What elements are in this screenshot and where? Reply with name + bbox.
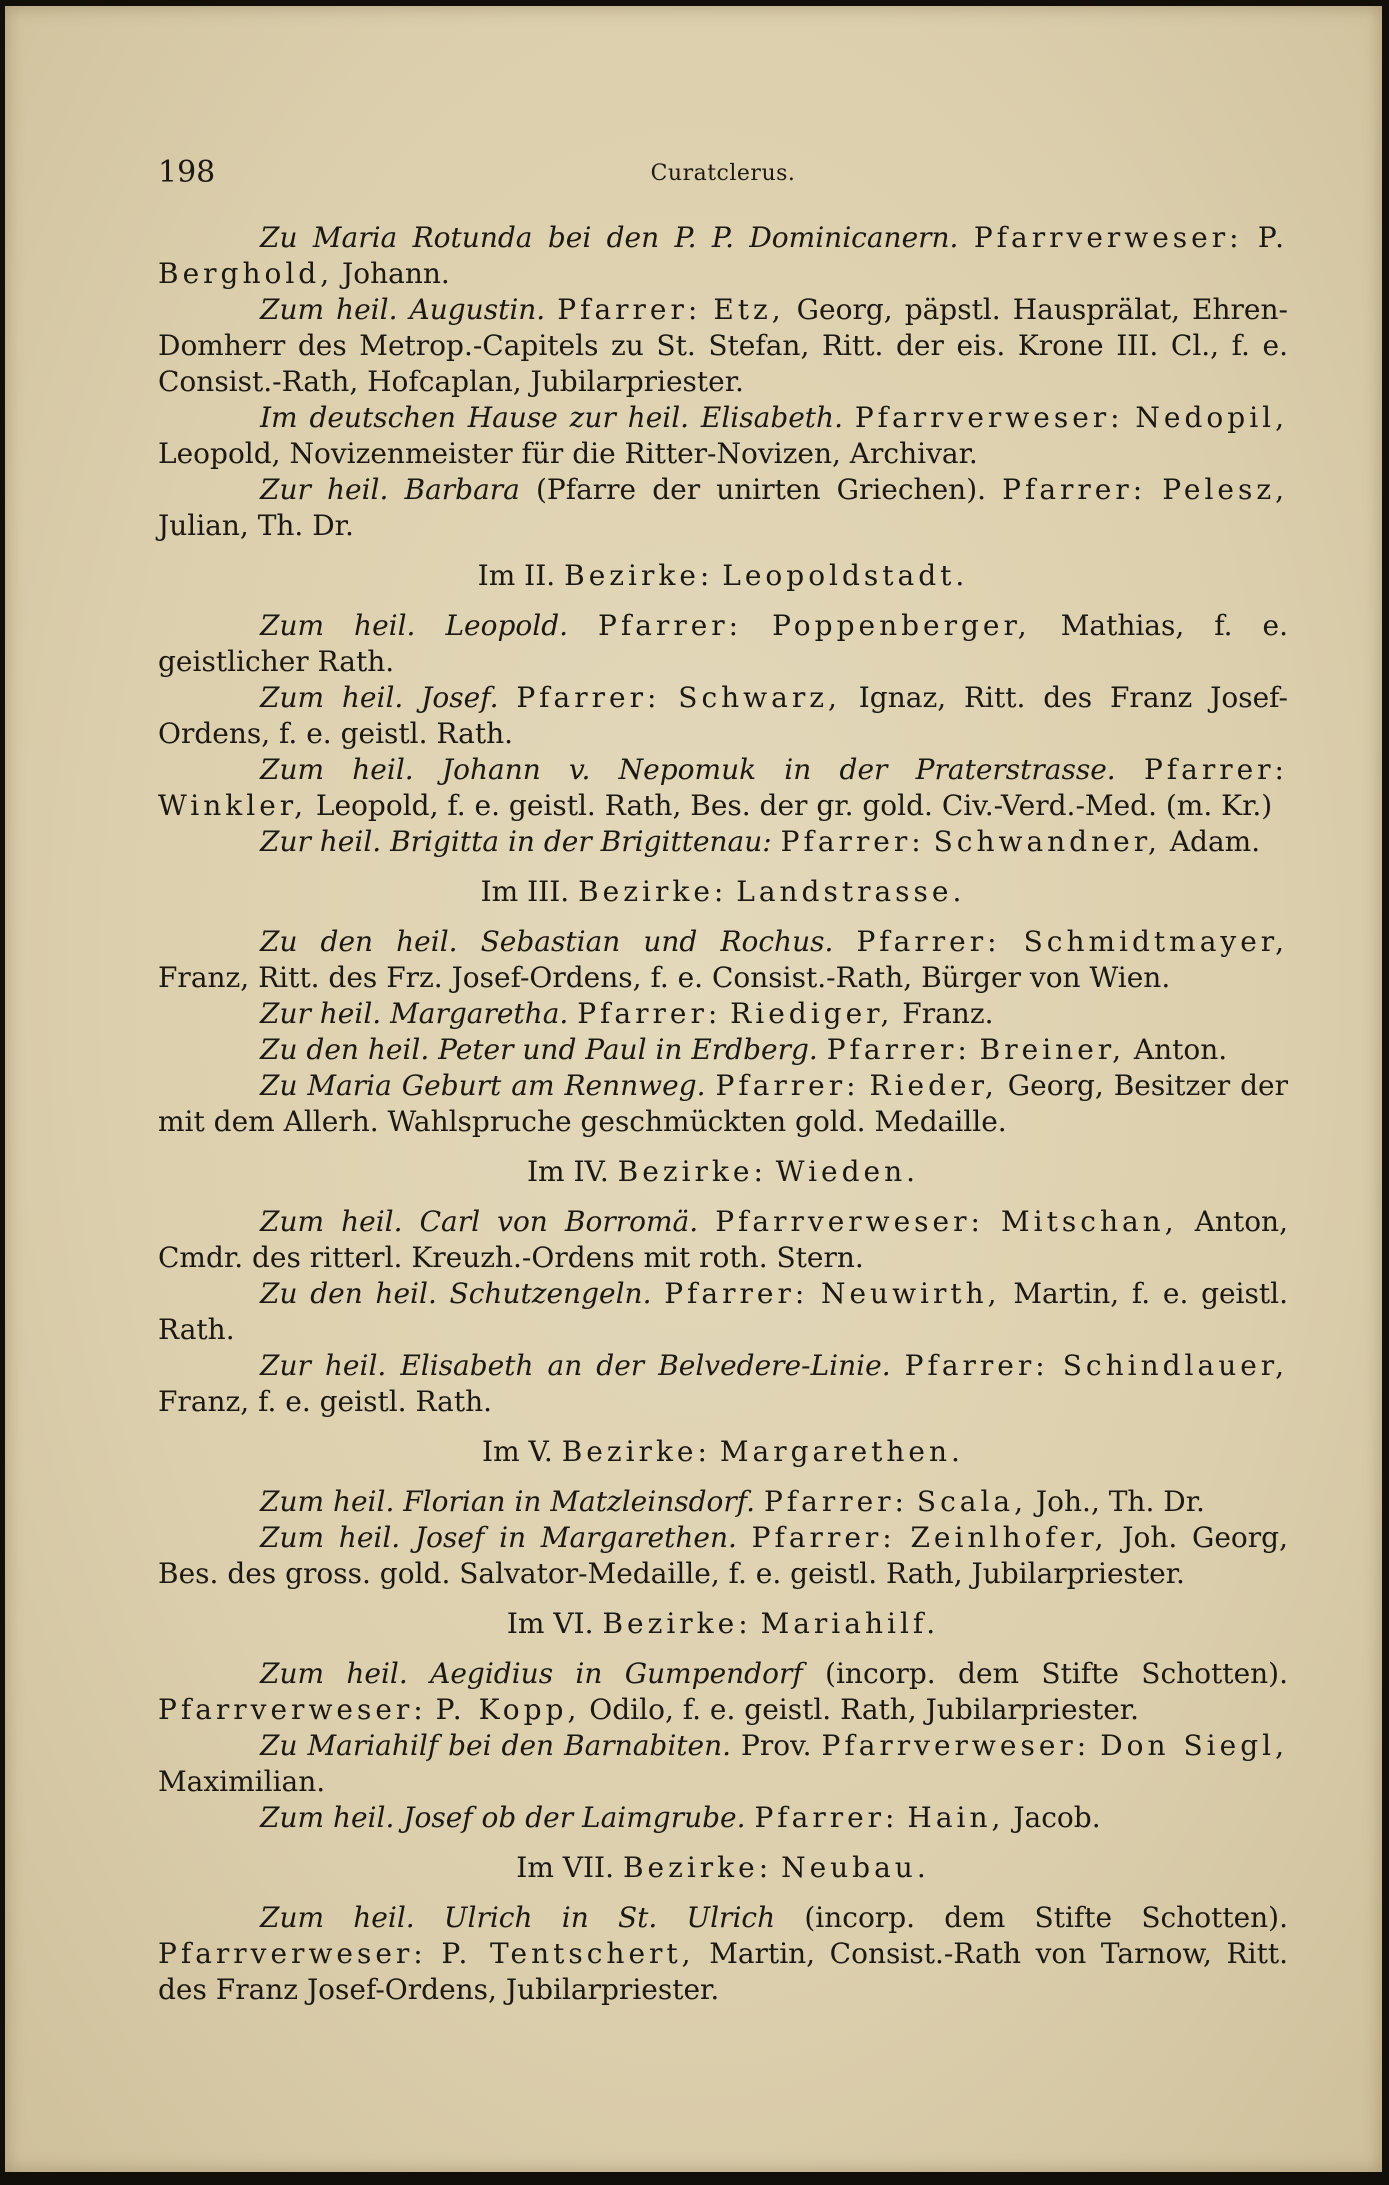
church-name: Zum heil. Leopold.	[260, 609, 569, 642]
parish-entry	[158, 1276, 1288, 1348]
church-name: Zur heil. Brigitta in der Brigittenau:	[260, 825, 772, 858]
parish-entry	[158, 680, 1288, 752]
person-surname: Zeinlhofer,	[910, 1521, 1108, 1554]
district-name: Wieden.	[775, 1155, 920, 1188]
church-name: Zum heil. Aegidius in Gumpendorf	[260, 1657, 803, 1690]
entry-details: Maximilian.	[158, 1765, 326, 1798]
entry-details: Jacob.	[1013, 1801, 1101, 1834]
office-title: Pfarrverweser:	[158, 1937, 427, 1970]
entry-details: Georg, Besitzer der mit dem Allerh. Wahlspruche geschmückten gold. Medaille.	[158, 1069, 1288, 1138]
church-name: Zum heil. Josef.	[260, 681, 499, 714]
parish-entry	[158, 1728, 1288, 1800]
entry-details: Ignaz, Ritt. des Franz Josef-Ordens, f. e. geistl. Rath.	[158, 681, 1289, 750]
office-title: Pfarrverweser:	[854, 401, 1124, 434]
district-heading	[158, 558, 1288, 594]
person-surname: Neuwirth,	[820, 1277, 1001, 1310]
office-title: Pfarrer:	[780, 825, 925, 858]
office-title: Pfarrer:	[1143, 753, 1288, 786]
church-name: Zum heil. Johann v. Nepomuk in der Praterstrasse.	[260, 753, 1116, 786]
person-surname: Breiner,	[979, 1033, 1125, 1066]
district-heading	[158, 874, 1288, 910]
office-title: Pfarrverweser:	[158, 1693, 427, 1726]
office-title: Pfarrer:	[904, 1349, 1049, 1382]
district-heading	[158, 1434, 1288, 1470]
parish-entry	[158, 1656, 1288, 1728]
person-surname: Schwandner,	[933, 825, 1161, 858]
church-name: Zu den heil. Peter und Paul in Erdberg.	[260, 1033, 818, 1066]
parish-entry	[158, 1900, 1288, 2008]
person-surname: Riediger,	[730, 997, 894, 1030]
church-name: Zum heil. Josef in Margarethen.	[260, 1521, 737, 1554]
office-title: Pfarrer:	[577, 997, 722, 1030]
page-number: 198	[158, 155, 216, 190]
office-title: Pfarrverweser:	[715, 1205, 984, 1238]
office-title: Pfarrverweser:	[821, 1729, 1091, 1762]
person-surname: P. Kopp,	[435, 1693, 581, 1726]
church-name: Zur heil. Barbara	[260, 473, 520, 506]
person-surname: Don Siegl,	[1100, 1729, 1288, 1762]
entry-details: Franz.	[902, 997, 994, 1030]
church-name: Zum heil. Augustin.	[260, 293, 546, 326]
office-title: Pfarrer:	[715, 1069, 860, 1102]
office-title: Pfarrer:	[826, 1033, 971, 1066]
entry-details: Leopold, f. e. geistl. Rath, Bes. der gr. gold. Civ.-Verd.-Med. (m. Kr.)	[315, 789, 1273, 822]
church-name: Zu Maria Rotunda bei den P. P. Dominicanern.	[260, 221, 959, 254]
district-label: Bezirke:	[564, 559, 714, 592]
parish-entry	[158, 220, 1288, 292]
person-surname: Schindlauer,	[1062, 1349, 1289, 1382]
district-heading	[158, 1606, 1288, 1642]
office-title: Pfarrer:	[763, 1485, 908, 1518]
district-name: Margarethen.	[719, 1435, 964, 1468]
church-name: Zu den heil. Schutzengeln.	[260, 1277, 652, 1310]
district-heading	[158, 1154, 1288, 1190]
church-name: Zu Mariahilf bei den Barnabiten.	[260, 1729, 732, 1762]
person-surname: Winkler,	[158, 789, 307, 822]
entry-details: Johann.	[342, 257, 450, 290]
parish-entry	[158, 472, 1288, 544]
district-name: Landstrasse.	[736, 875, 966, 908]
office-title: Pfarrer:	[598, 609, 743, 642]
person-surname: Scala,	[916, 1485, 1028, 1518]
running-head: Curatclerus.	[650, 161, 796, 186]
entry-note: (incorp. dem Stifte Schotten).	[825, 1657, 1288, 1690]
office-title: Pfarrer:	[664, 1277, 809, 1310]
page-header	[158, 153, 1288, 193]
office-title: Pfarrer:	[557, 293, 702, 326]
office-title: Pfarrverweser:	[973, 221, 1243, 254]
parish-entry	[158, 996, 1288, 1032]
entry-details: Anton, Cmdr. des ritterl. Kreuzh.-Ordens mit roth. Stern.	[158, 1205, 1288, 1274]
district-number: Im IV.	[526, 1155, 609, 1188]
church-name: Zum heil. Florian in Matzleinsdorf.	[260, 1485, 756, 1518]
district-name: Neubau.	[781, 1851, 930, 1884]
district-label: Bezirke:	[578, 875, 728, 908]
church-name: Zur heil. Elisabeth an der Belvedere-Linie.	[260, 1349, 891, 1382]
entry-details: Julian, Th. Dr.	[158, 509, 354, 542]
church-name: Zur heil. Margaretha.	[260, 997, 569, 1030]
office-title: Pfarrer:	[516, 681, 661, 714]
page-body	[158, 220, 1288, 2008]
district-number: Im V.	[482, 1435, 553, 1468]
person-surname: P. Berghold,	[158, 221, 1288, 290]
church-name: Zu den heil. Sebastian und Rochus.	[260, 925, 834, 958]
parish-entry	[158, 1800, 1288, 1836]
district-label: Bezirke:	[617, 1155, 767, 1188]
district-number: Im III.	[480, 875, 570, 908]
person-surname: Poppenberger,	[772, 609, 1031, 642]
office-title: Pfarrer:	[754, 1801, 899, 1834]
district-label: Bezirke:	[561, 1435, 711, 1468]
district-number: Im VI.	[506, 1607, 594, 1640]
entry-details: Martin, Consist.-Rath von Tarnow, Ritt. des Franz Josef-Ordens, Jubilarpriester.	[158, 1937, 1288, 2006]
entry-details: Georg, päpstl. Hausprälat, Ehren-Domherr des Metrop.-Capitels zu St. Stefan, Ritt. der eis. Krone III. Cl., f. e. Consist.-Rath, Hofcaplan, Jubilarpriester.	[158, 293, 1288, 398]
church-name: Im deutschen Hause zur heil. Elisabeth.	[260, 401, 843, 434]
church-name: Zum heil. Carl von Borromä.	[260, 1205, 699, 1238]
person-surname: Mitschan,	[1001, 1205, 1178, 1238]
office-title: Pfarrer:	[751, 1521, 896, 1554]
office-title: Pfarrer:	[856, 925, 1001, 958]
church-name: Zum heil. Josef ob der Laimgrube.	[260, 1801, 746, 1834]
entry-details: Anton.	[1133, 1033, 1228, 1066]
person-surname: Schmidtmayer,	[1023, 925, 1289, 958]
entry-details: Franz, Ritt. des Frz. Josef-Ordens, f. e. Consist.-Rath, Bürger von Wien.	[158, 961, 1171, 994]
entry-details: Adam.	[1169, 825, 1261, 858]
entry-details: Odilo, f. e. geistl. Rath, Jubilarpriester.	[589, 1693, 1140, 1726]
person-surname: P. Tentschert,	[441, 1937, 695, 1970]
entry-details: Joh., Th. Dr.	[1035, 1485, 1205, 1518]
church-name: Zu Maria Geburt am Rennweg.	[260, 1069, 706, 1102]
district-number: Im VII.	[516, 1851, 615, 1884]
district-name: Leopoldstadt.	[722, 559, 969, 592]
parish-entry	[158, 1068, 1288, 1140]
parish-entry	[158, 924, 1288, 996]
person-surname: Pelesz,	[1162, 473, 1288, 506]
entry-details: Franz, f. e. geistl. Rath.	[158, 1385, 493, 1418]
parish-entry	[158, 824, 1288, 860]
entry-details: Martin, f. e. geistl. Rath.	[158, 1277, 1288, 1346]
entry-details: Joh. Georg, Bes. des gross. gold. Salvator-Medaille, f. e. geistl. Rath, Jubilarpriester.	[158, 1521, 1288, 1590]
office-title: Pfarrer:	[1002, 473, 1147, 506]
district-name: Mariahilf.	[760, 1607, 940, 1640]
parish-entry	[158, 1520, 1288, 1592]
entry-note: Prov.	[741, 1729, 812, 1762]
person-surname: Rieder,	[869, 1069, 998, 1102]
person-surname: Schwarz,	[678, 681, 841, 714]
entry-note: (incorp. dem Stifte Schotten).	[804, 1901, 1288, 1934]
parish-entry	[158, 400, 1288, 472]
parish-entry	[158, 1484, 1288, 1520]
entry-note: (Pfarre der unirten Griechen).	[535, 473, 987, 506]
parish-entry	[158, 752, 1288, 824]
entry-details: Mathias, f. e. geistlicher Rath.	[158, 609, 1288, 678]
person-surname: Etz,	[713, 293, 785, 326]
district-label: Bezirke:	[622, 1851, 773, 1884]
church-name: Zum heil. Ulrich in St. Ulrich	[260, 1901, 776, 1934]
parish-entry	[158, 1348, 1288, 1420]
entry-details: Leopold, Novizenmeister für die Ritter-Novizen, Archivar.	[158, 437, 978, 470]
district-label: Bezirke:	[602, 1607, 752, 1640]
district-number: Im II.	[477, 559, 556, 592]
parish-entry	[158, 292, 1288, 400]
parish-entry	[158, 608, 1288, 680]
district-heading	[158, 1850, 1288, 1886]
parish-entry	[158, 1032, 1288, 1068]
parish-entry	[158, 1204, 1288, 1276]
person-surname: Hain,	[907, 1801, 1005, 1834]
person-surname: Nedopil,	[1135, 401, 1289, 434]
document-page	[5, 6, 1382, 2172]
